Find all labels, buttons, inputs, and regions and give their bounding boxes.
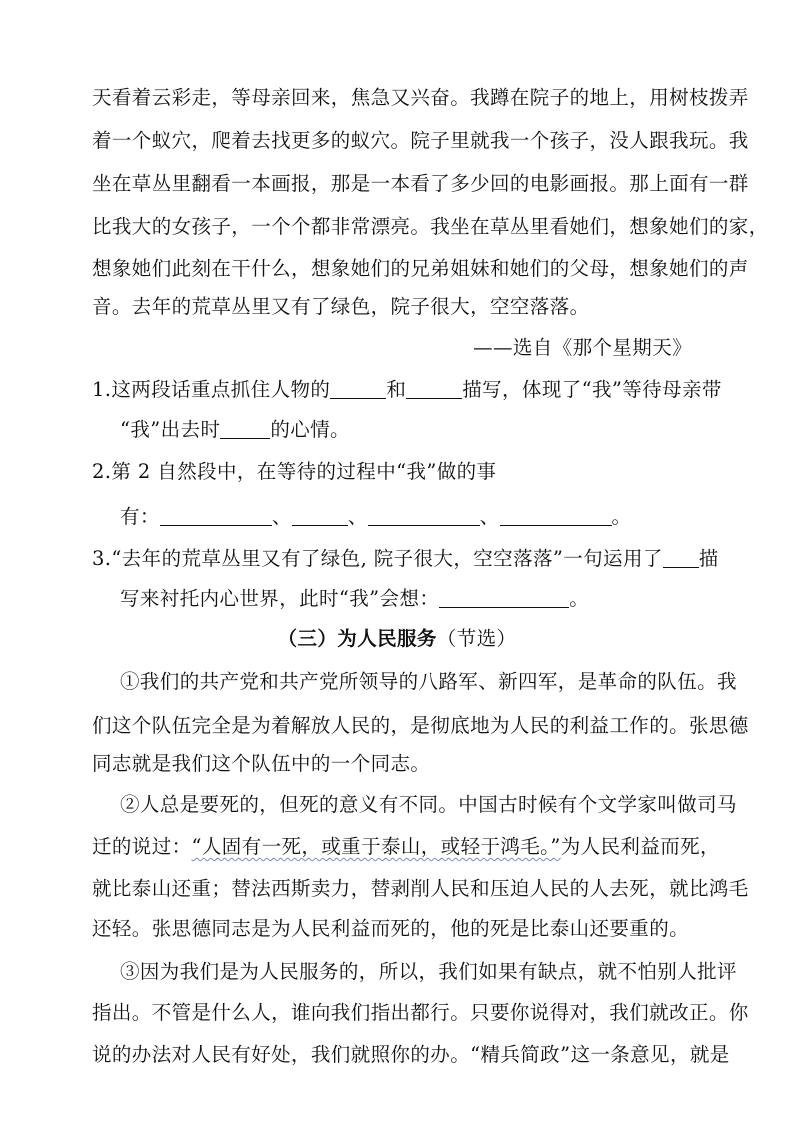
section-title-main: （三）为人民服务 [277,627,437,650]
separator: 、 [271,505,292,528]
paragraph-line [92,835,720,859]
paragraph-line: 指出。不管是什么人，谁向我们指出都行。只要你说得对，我们就改正。你 [92,1001,749,1024]
paragraph-line: 就比泰山还重；替法西斯卖力，替剥削人民和压迫人民的人去死，就比鸿毛 [92,877,749,900]
question-1 [92,378,722,402]
question-1-text-e: 的心情。 [270,418,350,441]
paragraph-line: 同志就是我们这个队伍中的一个同志。 [92,752,431,775]
question-3-cont [120,587,589,611]
passage-line: 比我大的女孩子，一个个都非常漂亮。我坐在草丛里看她们，想象她们的家， [92,215,769,238]
question-3-text-b: 描 [698,547,719,570]
passage-line: 天看着云彩走，等母亲回来，焦急又兴奋。我蹲在院子的地上，用树枝拨弄 [92,86,749,109]
quoted-saying: “人固有一死，或重于泰山，或轻于鸿毛。” [191,835,561,858]
question-2: 2.第 2 自然段中，在等待的过程中“我”做的事 [92,460,497,483]
paragraph-line: 还轻。张思德同志是为人民利益而死的，他的死是比泰山还要重的。 [92,917,690,940]
passage-line: 想象她们此刻在干什么，想象她们的兄弟姐妹和她们的父母，想象她们的声 [92,257,749,280]
separator: 、 [347,505,368,528]
quote-intro: 迁的说过： [92,835,192,858]
question-3-text-a: 3.“去年的荒草丛里又有了绿色, 院子很大，空空落落”一句运用了 [92,547,663,570]
answer-blank[interactable] [663,549,699,568]
answer-blank[interactable] [368,507,480,526]
paragraph-line: 们这个队伍完全是为着解放人民的，是彻底地为人民的利益工作的。张思德 [92,714,749,737]
question-1-text-c: 描写，体现了“我”等待母亲带 [462,378,722,401]
paragraph-line: ②人总是要死的，但死的意义有不同。中国古时候有个文学家叫做司马 [120,793,737,816]
quote-after: 为人民利益而死， [560,835,720,858]
answer-blank[interactable] [330,380,386,399]
question-1-text-d: “我”出去时 [120,418,221,441]
paragraph-line: ③因为我们是为人民服务的，所以，我们如果有缺点，就不怕别人批评 [120,960,737,983]
answer-blank[interactable] [406,380,462,399]
question-3-text-d: 。 [569,587,590,610]
question-1-cont [120,418,350,442]
passage-line: 音。去年的荒草丛里又有了绿色，院子很大，空空落落。 [92,295,590,318]
answer-prefix: 有： [120,505,160,528]
answer-blank[interactable] [500,507,612,526]
paragraph-line: ①我们的共产党和共产党所领导的八路军、新四军，是革命的队伍。我 [120,670,737,693]
question-1-text-a: 1.这两段话重点抓住人物的 [92,378,331,401]
separator: 、 [479,505,500,528]
answer-end: 。 [611,505,632,528]
question-2-answers [120,505,631,529]
question-3-text-c: 写来衬托内心世界，此时“我”会想： [120,587,440,610]
section-title [0,627,794,651]
passage-source: ——选自《那个星期天》 [473,336,692,359]
answer-blank[interactable] [439,589,569,608]
passage-line: 坐在草丛里翻看一本画报，那是一本看了多少回的电影画报。那上面有一群 [92,172,749,195]
answer-blank[interactable] [160,507,272,526]
answer-blank[interactable] [292,507,348,526]
paragraph-line: 说的办法对人民有好处，我们就照你的办。“精兵简政”这一条意见，就是 [92,1043,730,1066]
question-1-text-b: 和 [386,378,407,401]
answer-blank[interactable] [220,420,270,439]
passage-line: 着一个蚁穴，爬着去找更多的蚁穴。院子里就我一个孩子，没人跟我玩。我 [92,129,749,152]
section-title-sub: （节选） [436,627,517,650]
question-3 [92,547,719,571]
